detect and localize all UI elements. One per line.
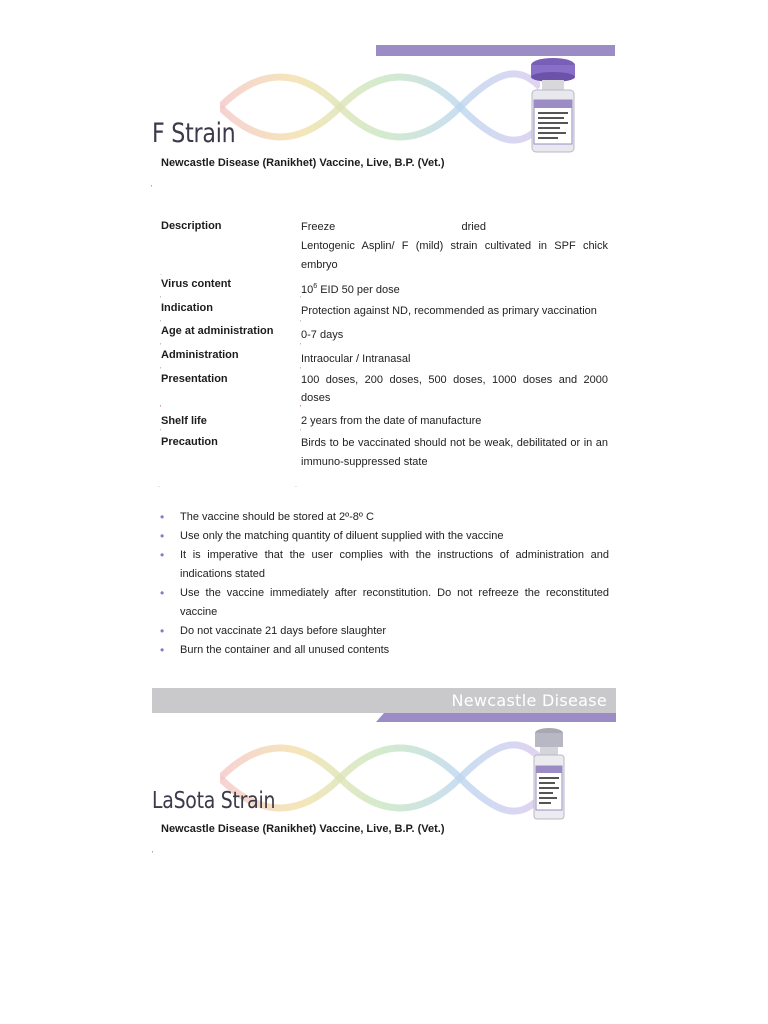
marker-dot: ': [300, 405, 302, 412]
marker-dot: ': [160, 367, 162, 374]
list-item: • The vaccine should be stored at 2º-8º C: [160, 508, 609, 527]
strain-title: F Strain: [152, 118, 236, 149]
marker-dot: ': [300, 296, 302, 303]
spec-label-age: Age at administration: [161, 325, 274, 337]
list-item: • Do not vaccinate 21 days before slaughter: [160, 622, 609, 641]
bullet-icon: •: [160, 529, 165, 543]
list-item: • Use the vaccine immediately after reconstitution. Do not refreeze the reconstituted vaccine: [160, 586, 609, 618]
bullet-icon: •: [160, 548, 165, 562]
marker-dot: ': [151, 185, 153, 192]
spec-value-indication: Protection against ND, recommended as primary vaccination: [301, 305, 597, 317]
spec-value-administration: Intraocular / Intranasal: [301, 353, 411, 365]
list-item: • Burn the container and all unused contents: [160, 641, 609, 660]
marker-dot: ': [152, 851, 154, 858]
spec-label-description: Description: [161, 220, 222, 232]
spec-value-virus-content: $10^6$ EID 50 per dose: [301, 283, 400, 296]
description-word-1: Freeze: [301, 221, 336, 233]
marker-dot: ': [300, 429, 302, 436]
marker-dot: .: [160, 270, 162, 277]
spec-label-virus-content: Virus content: [161, 278, 232, 290]
vaccine-subtitle: Newcastle Disease (Ranikhet) Vaccine, Live, B.P. (Vet.): [161, 823, 445, 835]
strain-title: LaSota Strain: [152, 788, 276, 814]
spec-value-precaution: Birds to be vaccinated should not be weak, debilitated or in an immuno-suppressed state: [301, 437, 608, 468]
marker-dot: ': [160, 429, 162, 436]
bullet-icon: •: [160, 510, 165, 524]
description-word-2: dried: [461, 221, 486, 233]
spec-label-precaution: Precaution: [161, 436, 218, 448]
marker-dot: ': [300, 367, 302, 374]
bullet-icon: •: [160, 643, 165, 657]
bullet-icon: •: [160, 624, 165, 638]
vaccine-vial-image: [528, 726, 570, 822]
spec-value-shelf-life: 2 years from the date of manufacture: [301, 415, 482, 427]
top-accent-bar: [376, 45, 615, 56]
section-header-bar: [152, 688, 616, 713]
precaution-bullet-list: [160, 508, 609, 660]
description-text: Lentogenic Asplin/ F (mild) strain cultivated in SPF chick embryo: [301, 240, 608, 271]
marker-dot: ': [160, 320, 162, 327]
dna-helix-banner: [220, 62, 540, 152]
section-title: Newcastle Disease: [451, 691, 607, 710]
spec-value-description: [301, 218, 608, 275]
marker-dot: .: [295, 482, 297, 489]
vaccine-vial-image: [524, 56, 582, 156]
marker-dot: ': [160, 405, 162, 412]
list-item: • Use only the matching quantity of diluent supplied with the vaccine: [160, 527, 609, 546]
marker-dot: ': [160, 343, 162, 350]
vaccine-subtitle: Newcastle Disease (Ranikhet) Vaccine, Live, B.P. (Vet.): [161, 157, 445, 169]
list-item: • It is imperative that the user complies with the instructions of administration and indications stated: [160, 548, 609, 580]
spec-label-administration: Administration: [161, 349, 239, 361]
marker-dot: ': [300, 343, 302, 350]
bullet-icon: •: [160, 586, 165, 600]
marker-dot: ': [160, 296, 162, 303]
spec-label-indication: Indication: [161, 302, 213, 314]
marker-dot: .: [158, 482, 160, 489]
spec-label-presentation: Presentation: [161, 373, 228, 385]
spec-value-age: 0-7 days: [301, 329, 344, 341]
spec-label-shelf-life: Shelf life: [161, 415, 207, 427]
marker-dot: ': [300, 320, 302, 327]
spec-value-presentation: 100 doses, 200 doses, 500 doses, 1000 doses and 2000 doses: [301, 374, 608, 404]
